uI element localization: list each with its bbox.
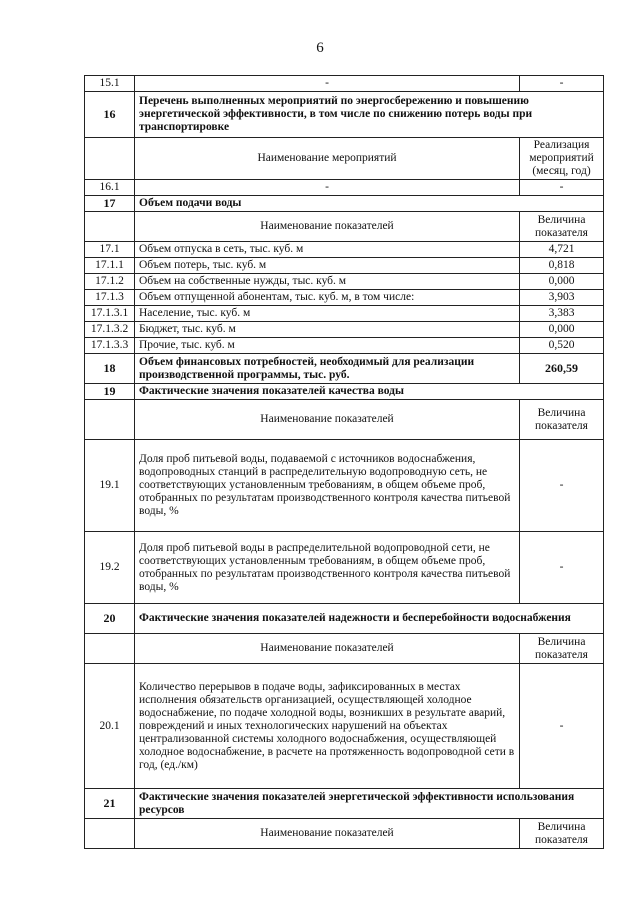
- row-number: 17.1.2: [85, 274, 135, 290]
- section-number: 16: [85, 92, 135, 138]
- column-header: Наименование показателей: [135, 819, 520, 849]
- section-row: [85, 354, 604, 384]
- row-value: 3,383: [520, 306, 604, 322]
- row-text: Объем потерь, тыс. куб. м: [135, 258, 520, 274]
- row-text: Объем отпущенной абонентам, тыс. куб. м, в том числе:: [135, 290, 520, 306]
- column-header: Величина показателя: [520, 819, 604, 849]
- table-row: [85, 532, 604, 604]
- row-value: 4,721: [520, 242, 604, 258]
- column-header: Величина показателя: [520, 212, 604, 242]
- table-row: [85, 258, 604, 274]
- section-title: Перечень выполненных мероприятий по энергосбережению и повышению энергетической эффективности, в том числе по снижению потерь воды при транспортировке: [135, 92, 604, 138]
- column-header: Наименование показателей: [135, 212, 520, 242]
- section-title: Объем финансовых потребностей, необходимый для реализации производственной программы, тыс. руб.: [135, 354, 520, 384]
- row-text: Бюджет, тыс. куб. м: [135, 322, 520, 338]
- row-text: Объем на собственные нужды, тыс. куб. м: [135, 274, 520, 290]
- row-number: 17.1: [85, 242, 135, 258]
- empty-cell: [85, 138, 135, 180]
- row-number: 15.1: [85, 76, 135, 92]
- row-text: -: [135, 180, 520, 196]
- header-row: [85, 819, 604, 849]
- table-row: [85, 664, 604, 789]
- section-title: Фактические значения показателей качества воды: [135, 384, 604, 400]
- row-value: 0,000: [520, 274, 604, 290]
- row-number: 19.2: [85, 532, 135, 604]
- row-number: 17.1.1: [85, 258, 135, 274]
- row-number: 17.1.3: [85, 290, 135, 306]
- row-number: 17.1.3.1: [85, 306, 135, 322]
- column-header: Наименование показателей: [135, 400, 520, 440]
- header-row: [85, 212, 604, 242]
- column-header: Реализация мероприятий (месяц, год): [520, 138, 604, 180]
- header-row: [85, 400, 604, 440]
- row-number: 17.1.3.2: [85, 322, 135, 338]
- table-row: [85, 76, 604, 92]
- table-row: [85, 306, 604, 322]
- row-text: -: [135, 76, 520, 92]
- row-value: -: [520, 664, 604, 789]
- row-number: 17.1.3.3: [85, 338, 135, 354]
- column-header: Наименование показателей: [135, 634, 520, 664]
- row-value: -: [520, 76, 604, 92]
- row-text: Объем отпуска в сеть, тыс. куб. м: [135, 242, 520, 258]
- header-row: [85, 634, 604, 664]
- section-number: 20: [85, 604, 135, 634]
- section-row: [85, 196, 604, 212]
- section-number: 19: [85, 384, 135, 400]
- table-row: [85, 242, 604, 258]
- section-title: Фактические значения показателей надежности и бесперебойности водоснабжения: [135, 604, 604, 634]
- empty-cell: [85, 819, 135, 849]
- table-row: [85, 290, 604, 306]
- table-row: [85, 180, 604, 196]
- row-value: -: [520, 180, 604, 196]
- empty-cell: [85, 400, 135, 440]
- section-row: [85, 92, 604, 138]
- row-text: Доля проб питьевой воды, подаваемой с источников водоснабжения, водопроводных станций в распределительную водопроводную сеть, не соответствующих установленным требованиям, в общем объеме проб, отобранных по результатам производственного контроля качества питьевой воды, %: [135, 440, 520, 532]
- table-row: [85, 338, 604, 354]
- row-text: Население, тыс. куб. м: [135, 306, 520, 322]
- row-value: 0,000: [520, 322, 604, 338]
- header-row: [85, 138, 604, 180]
- column-header: Величина показателя: [520, 400, 604, 440]
- row-text: Прочие, тыс. куб. м: [135, 338, 520, 354]
- section-row: [85, 384, 604, 400]
- page-number: 6: [316, 40, 324, 56]
- empty-cell: [85, 212, 135, 242]
- row-value: 0,818: [520, 258, 604, 274]
- column-header: Наименование мероприятий: [135, 138, 520, 180]
- row-value: 3,903: [520, 290, 604, 306]
- empty-cell: [85, 634, 135, 664]
- section-number: 18: [85, 354, 135, 384]
- section-title: Объем подачи воды: [135, 196, 604, 212]
- row-value: -: [520, 532, 604, 604]
- table-row: [85, 440, 604, 532]
- section-number: 17: [85, 196, 135, 212]
- table-row: [85, 322, 604, 338]
- row-number: 19.1: [85, 440, 135, 532]
- section-title: Фактические значения показателей энергетической эффективности использования ресурсов: [135, 789, 604, 819]
- row-number: 20.1: [85, 664, 135, 789]
- row-text: Доля проб питьевой воды в распределительной водопроводной сети, не соответствующих установленным требованиям, в общем объеме проб, отобранных по результатам производственного контроля качества питьевой воды, %: [135, 532, 520, 604]
- row-value: 0,520: [520, 338, 604, 354]
- section-row: [85, 604, 604, 634]
- financial-value: 260,59: [520, 354, 604, 384]
- row-value: -: [520, 440, 604, 532]
- section-row: [85, 789, 604, 819]
- program-table: [84, 75, 604, 849]
- row-number: 16.1: [85, 180, 135, 196]
- row-text: Количество перерывов в подаче воды, зафиксированных в местах исполнения обязательств организацией, осуществляющей холодное водоснабжение, по подаче холодной воды, возникших в результате аварий, повреждений и иных технологических нарушений на объектах централизованной системы холодного водоснабжения, осуществляющей холодное водоснабжение, в расчете на протяженность водопроводной сети в год, (ед./км): [135, 664, 520, 789]
- table-row: [85, 274, 604, 290]
- column-header: Величина показателя: [520, 634, 604, 664]
- section-number: 21: [85, 789, 135, 819]
